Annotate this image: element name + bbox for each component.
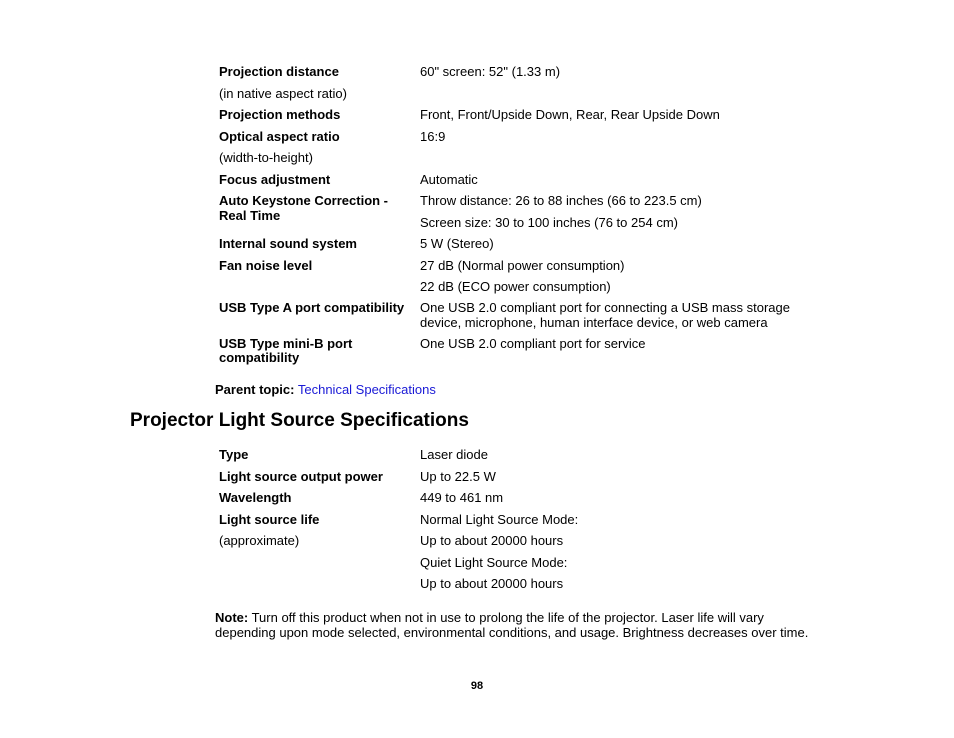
table-row — [219, 129, 819, 151]
spec-label: Optical aspect ratio — [219, 128, 340, 144]
table-row — [219, 447, 819, 469]
table-row — [219, 512, 819, 534]
spec-label: Type — [219, 447, 249, 462]
table-row — [219, 150, 819, 172]
spec-value: Normal Light Source Mode: — [420, 511, 579, 527]
spec-value: 60" screen: 52" (1.33 m) — [420, 64, 561, 79]
spec-value-line: 27 dB (Normal power consumption) — [420, 257, 625, 273]
projector-spec-table — [219, 64, 819, 370]
spec-value: 5 W (Stereo) — [420, 236, 494, 251]
spec-label: USB Type A port compatibility — [219, 299, 405, 315]
spec-label-line: Real Time — [219, 207, 281, 223]
spec-value — [420, 258, 819, 300]
spec-value-line: Screen size: 30 to 100 inches (76 to 254 cm) — [420, 214, 678, 230]
spec-value-line: Up to about 20000 hours — [420, 576, 564, 591]
parent-topic — [215, 382, 436, 398]
spec-label-line: Auto Keystone Correction - — [219, 193, 389, 208]
spec-value — [420, 533, 819, 597]
spec-label: Focus adjustment — [219, 171, 331, 187]
spec-label: Projection distance — [219, 64, 339, 79]
table-row — [219, 533, 819, 597]
spec-label-line: compatibility — [219, 350, 300, 365]
spec-label: Light source life — [219, 511, 320, 527]
spec-value: Automatic — [420, 171, 478, 187]
parent-topic-link[interactable]: Technical Specifications — [297, 382, 436, 397]
spec-value — [420, 193, 819, 236]
table-row — [219, 336, 819, 370]
spec-value-line: 22 dB (ECO power consumption) — [420, 278, 611, 294]
spec-label: Projection methods — [219, 107, 341, 122]
table-row — [219, 300, 819, 336]
page-number: 98 — [470, 680, 484, 692]
spec-label: Wavelength — [219, 490, 292, 505]
spec-value: Up to 22.5 W — [420, 468, 496, 484]
section-title: Projector Light Source Specifications — [130, 410, 469, 431]
spec-label: Fan noise level — [219, 257, 313, 273]
spec-value: 449 to 461 nm — [420, 490, 504, 505]
spec-sublabel: (approximate) — [219, 533, 300, 548]
spec-value-line: Up to about 20000 hours — [420, 533, 564, 548]
spec-value — [420, 300, 819, 336]
note-text: depending upon mode selected, environmental conditions, and usage. Brightness decreases over time. — [215, 624, 809, 640]
note-label: Note: — [215, 610, 249, 625]
spec-label: Internal sound system — [219, 236, 357, 251]
spec-value: 16:9 — [420, 128, 446, 144]
table-row — [219, 193, 819, 236]
note-paragraph — [215, 611, 825, 640]
spec-label — [219, 193, 420, 236]
spec-label: Light source output power — [219, 468, 383, 484]
spec-value-line: Throw distance: 26 to 88 inches (66 to 223.5 cm) — [420, 193, 702, 208]
spec-value-line: device, microphone, human interface device, or web camera — [420, 315, 768, 330]
table-row — [219, 490, 819, 512]
spec-sublabel: (width-to-height) — [219, 150, 313, 165]
note-text: Turn off this product when not in use to prolong the life of the projector. Laser life will vary — [248, 610, 764, 625]
table-row — [219, 86, 819, 108]
table-row — [219, 64, 819, 86]
table-row — [219, 107, 819, 129]
table-row — [219, 236, 819, 258]
spec-value: One USB 2.0 compliant port for service — [420, 335, 646, 351]
table-row — [219, 172, 819, 194]
spec-sublabel: (in native aspect ratio) — [219, 85, 347, 101]
spec-label — [219, 336, 420, 370]
spec-label-line: USB Type mini-B port — [219, 335, 353, 351]
spec-value: Laser diode — [420, 447, 488, 462]
table-row — [219, 469, 819, 491]
spec-value-line: Quiet Light Source Mode: — [420, 554, 568, 570]
table-row — [219, 258, 819, 300]
spec-value: Front, Front/Upside Down, Rear, Rear Upside Down — [420, 107, 720, 122]
parent-topic-label: Parent topic: — [215, 382, 295, 397]
spec-value-line: One USB 2.0 compliant port for connecting a USB mass storage — [420, 299, 790, 315]
light-source-spec-table — [219, 447, 819, 597]
